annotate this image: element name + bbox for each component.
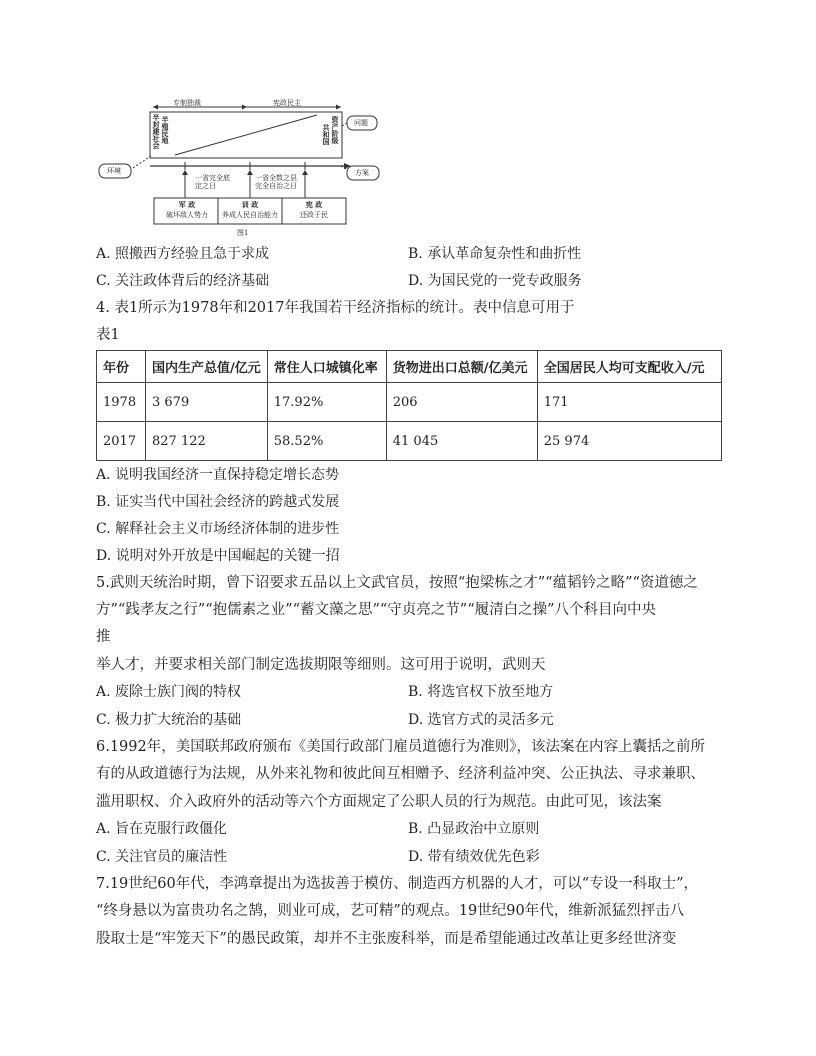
col-header-trade: 货物进出口总额/亿美元: [386, 351, 537, 383]
q7-stem-line-3: 股取士是“牢笼天下”的愚民政策，却并不主张废科举，而是希望能通过改革让更多经世济变: [96, 931, 677, 947]
table-cell: 41 045: [386, 422, 537, 461]
table-cell: 1978: [97, 383, 146, 422]
stage-military-title: 军 政: [178, 200, 196, 209]
milestone-province-settled: 一省完全底定之日: [195, 174, 230, 190]
q6-option-a[interactable]: A. 旨在克服行政僵化: [96, 821, 228, 837]
table-cell: 2017: [97, 422, 146, 461]
q6-option-d[interactable]: D. 带有绩效优先色彩: [408, 849, 540, 865]
table-cell: 827 122: [146, 422, 268, 461]
q3-option-a[interactable]: A. 照搬西方经验且急于求成: [96, 246, 270, 262]
q5-stem-line-3: 推: [96, 629, 111, 645]
col-header-income: 全国居民人均可支配收入/元: [537, 351, 721, 383]
label-autocracy: 专制独裁: [173, 99, 201, 107]
q5-stem-line-2: 方”“践孝友之行”“抱儒素之业”“蓄文藻之思”“守贞亮之节”“履清白之操”八个科目向中央: [96, 602, 657, 618]
table-cell: 58.52%: [267, 422, 386, 461]
q4-option-b[interactable]: B. 证实当代中国社会经济的跨越式发展: [96, 494, 340, 510]
q4-stem: 4. 表1所示为1978年和2017年我国若干经济指标的统计。表中信息可用于: [96, 300, 575, 316]
q6-stem-line-2: 有的从政道德行为法规，从外来礼物和彼此间互相赠予、经济利益冲突、公正执法、寻求兼职、: [96, 766, 705, 782]
table-cell: 171: [537, 383, 721, 422]
q5-stem-line-4: 举人才，并要求相关部门制定选拔期限等细则。这可用于说明，武则天: [96, 657, 546, 673]
table-cell: 3 679: [146, 383, 268, 422]
stage-tutelage-title: 训 政: [241, 200, 259, 209]
figure-1-diagram: [95, 98, 415, 238]
q5-option-d[interactable]: D. 选官方式的灵活多元: [408, 712, 554, 728]
q3-option-c[interactable]: C. 关注政体背后的经济基础: [96, 273, 270, 289]
q4-option-c[interactable]: C. 解释社会主义市场经济体制的进步性: [96, 521, 340, 537]
q5-option-b[interactable]: B. 将选官权下放至地方: [408, 684, 554, 700]
label-bourgeois: 资产阶级: [331, 116, 340, 144]
label-constitutional: 宪政民主: [273, 99, 301, 107]
stage-tutelage-desc: 养成人民自治能力: [222, 211, 278, 219]
table-header-row: [97, 351, 722, 383]
q3-option-b[interactable]: B. 承认革命复杂性和曲折性: [408, 246, 582, 262]
figure-caption: 图1: [237, 229, 249, 237]
callout-environment: 环境: [107, 167, 121, 175]
q7-stem-line-2: “终身悬以为富贵功名之鹄，则业可成，艺可精”的观点。19世纪90年代，维新派猛烈抨击八: [96, 903, 685, 919]
economic-indicators-table: [96, 350, 722, 461]
table-cell: 17.92%: [267, 383, 386, 422]
milestone-county-autonomy: 一省全数之县完全自治之日: [255, 174, 297, 190]
col-header-urbanization: 常住人口城镇化率: [267, 351, 386, 383]
q3-option-d[interactable]: D. 为国民党的一党专政服务: [408, 273, 582, 289]
table-row: [97, 422, 722, 461]
table-row: [97, 383, 722, 422]
callout-plan: 方案: [355, 169, 369, 177]
q6-stem-line-1: 6.1992年，美国联邦政府颁布《美国行政部门雇员道德行为准则》，该法案在内容上囊括之前所: [96, 739, 705, 755]
q5-option-a[interactable]: A. 废除士族门阀的特权: [96, 684, 242, 700]
q6-option-c[interactable]: C. 关注官员的廉洁性: [96, 849, 228, 865]
q5-stem-line-1: 5.武则天统治时期，曾下诏要求五品以上文武官员，按照“抱梁栋之才”“蕴韬钤之略”“资道德之: [96, 575, 698, 591]
callout-problem: 问题: [354, 119, 368, 127]
col-header-year: 年份: [97, 351, 146, 383]
q4-option-a[interactable]: A. 说明我国经济一直保持稳定增长态势: [96, 467, 340, 483]
label-republic: 共和国: [322, 124, 331, 145]
col-header-gdp: 国内生产总值/亿元: [146, 351, 268, 383]
label-semifeudal: 半封建社会: [152, 114, 161, 149]
stage-constitution-title: 宪 政: [305, 200, 323, 209]
q6-stem-line-3: 滥用职权、介入政府外的活动等六个方面规定了公职人员的行为规范。由此可见，该法案: [96, 794, 662, 810]
q7-stem-line-1: 7.19世纪60年代，李鸿章提出为选拔善于模仿、制造西方机器的人才，可以“专设一科取士”，: [96, 876, 699, 892]
stage-military-desc: 破坏敌人势力: [166, 211, 208, 219]
q6-option-b[interactable]: B. 凸显政治中立原则: [408, 821, 540, 837]
table-cell: 206: [386, 383, 537, 422]
q5-option-c[interactable]: C. 极力扩大统治的基础: [96, 712, 242, 728]
q4-option-d[interactable]: D. 说明对外开放是中国崛起的关键一招: [96, 548, 340, 564]
table-1-title: 表1: [96, 327, 120, 343]
label-semicolonial: 半殖民地: [161, 116, 170, 144]
table-cell: 25 974: [537, 422, 721, 461]
stage-constitution-desc: 还政于民: [300, 211, 328, 219]
